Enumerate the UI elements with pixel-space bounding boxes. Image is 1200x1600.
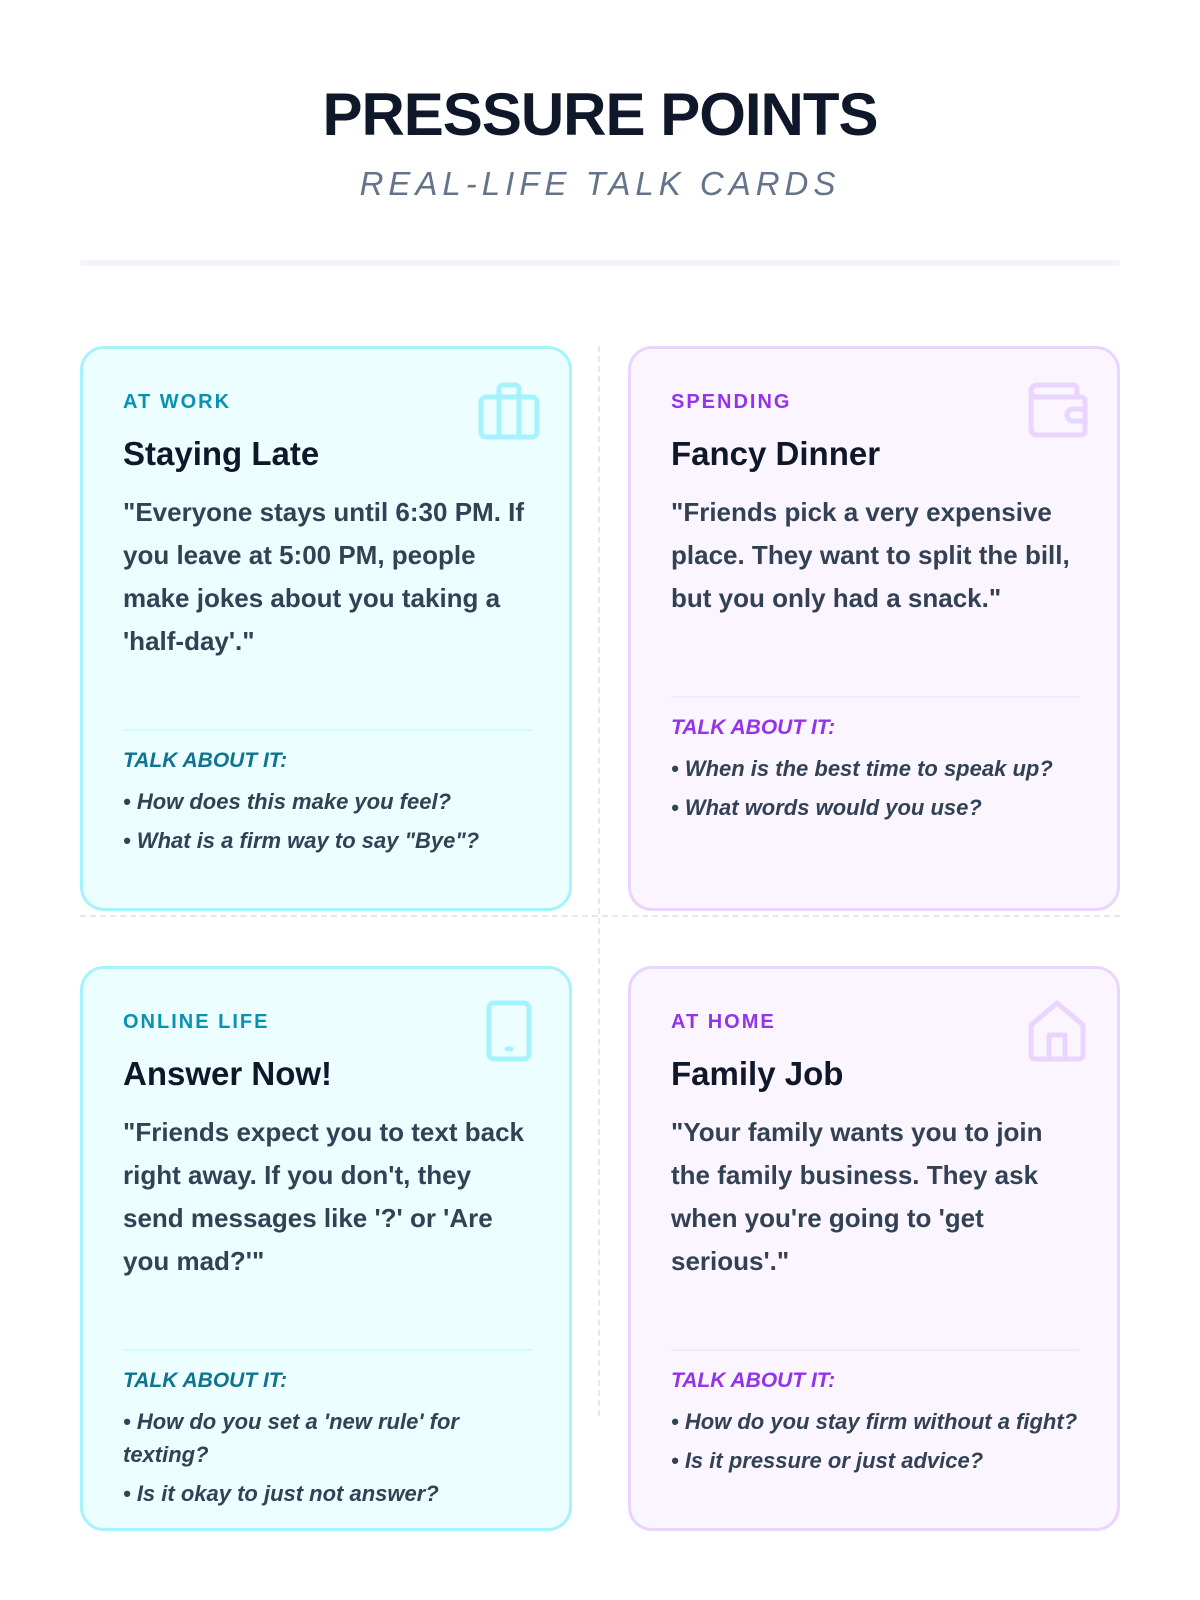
wallet-icon bbox=[1025, 379, 1089, 443]
talk-card-online-life bbox=[80, 966, 572, 1531]
cut-line-horizontal bbox=[80, 915, 1120, 917]
discussion-question: • What words would you use? bbox=[671, 795, 982, 820]
discussion-question: • What is a firm way to say "Bye"? bbox=[123, 828, 480, 853]
talk-about-section bbox=[123, 1369, 538, 1516]
discussion-question: • Is it okay to just not answer? bbox=[123, 1481, 439, 1506]
talk-about-section bbox=[671, 1369, 1086, 1483]
briefcase-icon bbox=[477, 379, 541, 443]
talk-about-section bbox=[123, 749, 538, 863]
card-scenario: "Friends pick a very expensive place. They want to split the bill, but you only had a snack." bbox=[671, 497, 1070, 613]
talk-card-spending bbox=[628, 346, 1120, 911]
talk-card-at-home bbox=[628, 966, 1120, 1531]
card-scenario: "Everyone stays until 6:30 PM. If you leave at 5:00 PM, people make jokes about you taking a 'half-day'." bbox=[123, 497, 525, 656]
talk-card-at-work bbox=[80, 346, 572, 911]
card-category: ONLINE LIFE bbox=[123, 1011, 270, 1033]
card-divider bbox=[671, 696, 1079, 698]
talk-about-label: TALK ABOUT IT: bbox=[671, 716, 836, 739]
header-divider bbox=[80, 260, 1120, 266]
talk-about-section bbox=[671, 716, 1086, 830]
talk-about-label: TALK ABOUT IT: bbox=[123, 749, 288, 772]
discussion-question: • How does this make you feel? bbox=[123, 789, 452, 814]
card-title: Fancy Dinner bbox=[671, 435, 881, 472]
talk-about-label: TALK ABOUT IT: bbox=[123, 1369, 288, 1392]
card-title: Answer Now! bbox=[123, 1055, 333, 1092]
card-title: Family Job bbox=[671, 1055, 844, 1092]
card-scenario: "Friends expect you to text back right away. If you don't, they send messages like '?' or 'Are you mad?'" bbox=[123, 1117, 524, 1276]
phone-icon bbox=[477, 999, 541, 1063]
discussion-question: • How do you set a 'new rule' for texting? bbox=[123, 1409, 459, 1467]
page-title: PRESSURE POINTS bbox=[322, 81, 878, 148]
card-category: AT HOME bbox=[671, 1011, 776, 1033]
card-scenario: "Your family wants you to join the family business. They ask when you're going to 'get serious'." bbox=[671, 1117, 1043, 1276]
talk-about-label: TALK ABOUT IT: bbox=[671, 1369, 836, 1392]
discussion-question: • When is the best time to speak up? bbox=[671, 756, 1053, 781]
card-divider bbox=[123, 1349, 531, 1351]
discussion-question: • How do you stay firm without a fight? bbox=[671, 1409, 1078, 1434]
card-title: Staying Late bbox=[123, 435, 320, 472]
home-icon bbox=[1025, 999, 1089, 1063]
page-subtitle: REAL-LIFE TALK CARDS bbox=[359, 165, 841, 202]
card-category: SPENDING bbox=[671, 391, 792, 413]
discussion-question: • Is it pressure or just advice? bbox=[671, 1448, 984, 1473]
card-divider bbox=[123, 729, 531, 731]
cut-line-vertical bbox=[598, 346, 600, 1416]
card-divider bbox=[671, 1349, 1079, 1351]
card-category: AT WORK bbox=[123, 391, 232, 413]
